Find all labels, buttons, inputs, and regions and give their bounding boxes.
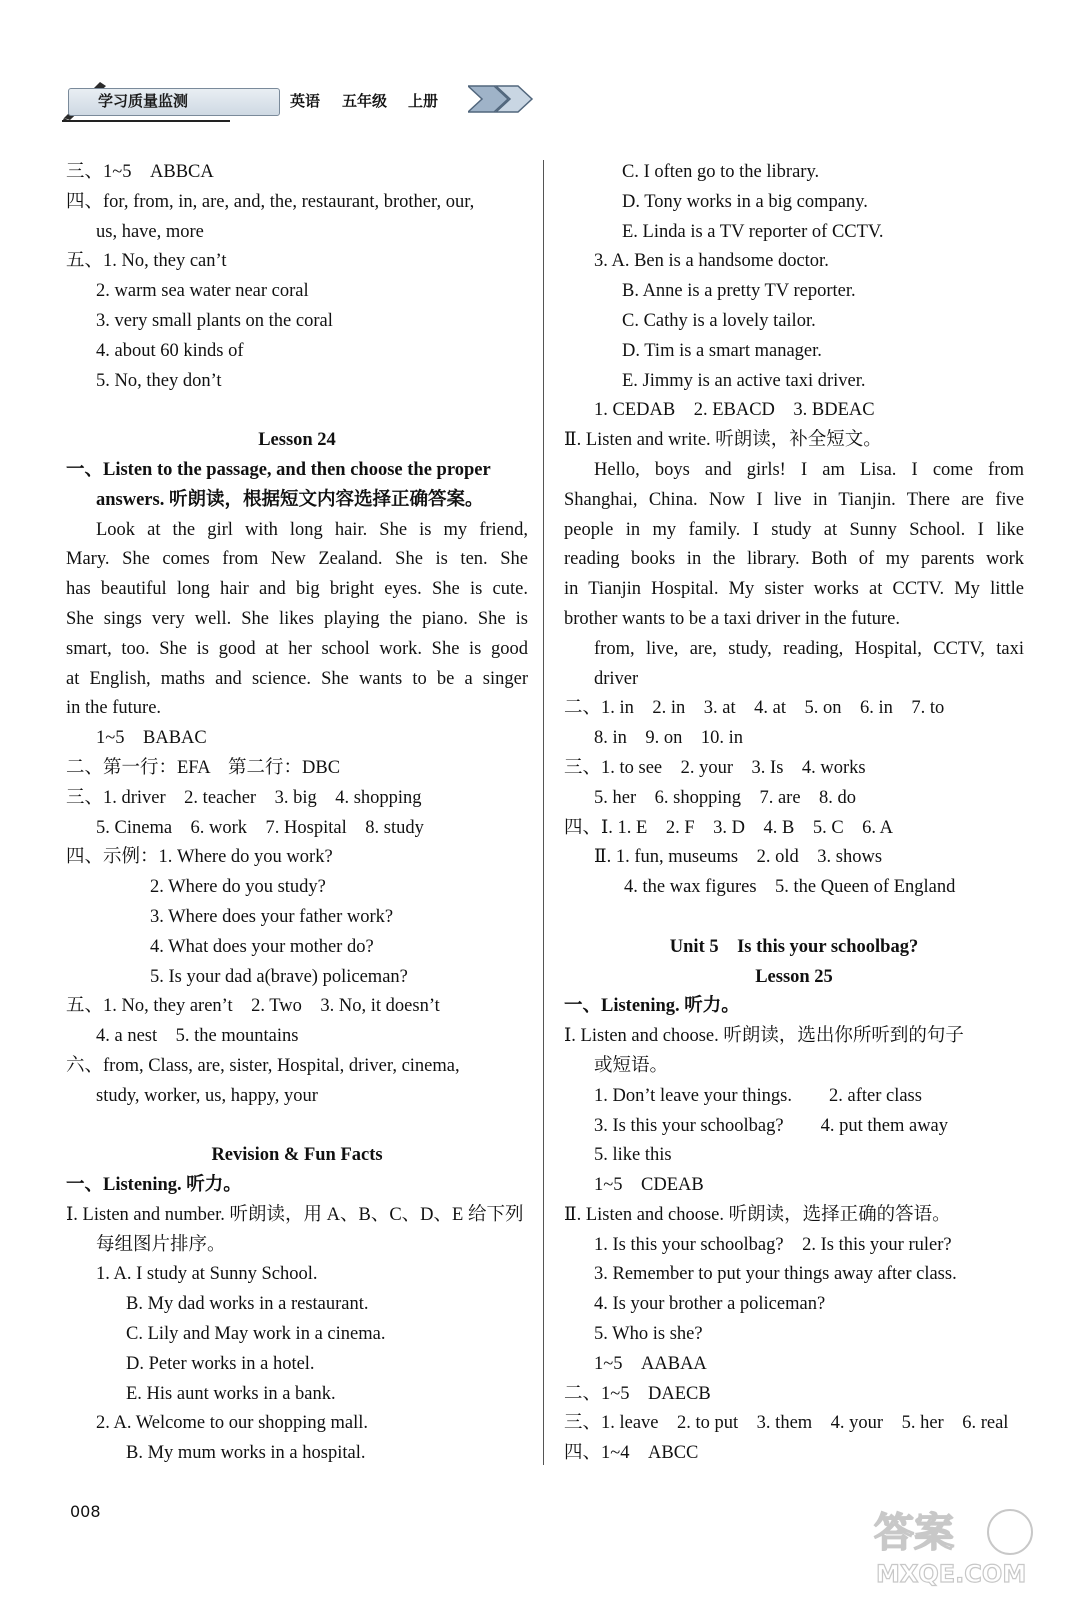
answer-line: at English, maths and science. She wants to be a singer [66, 668, 528, 689]
answer-line: C. Lily and May work in a cinema. [126, 1324, 386, 1345]
answer-line: Ⅱ. Listen and choose. 听朗读，选择正确的答语。 [564, 1204, 951, 1225]
answer-line: Mary. She comes from New Zealand. She is ten. She [66, 549, 528, 570]
answer-line: Ⅰ. Listen and choose. 听朗读，选出你所听到的句子 [564, 1026, 964, 1047]
answer-line: 1~5 CDEAB [594, 1175, 704, 1196]
answer-line: 1. Don’t leave your things. 2. after class [594, 1085, 922, 1106]
svg-text:答案: 答案 [874, 1510, 954, 1556]
answer-line: 二、第一行：EFA 第二行：DBC [66, 757, 341, 778]
answer-line: 五、1. No, they can’t [66, 251, 227, 272]
answer-line: D. Tony works in a big company. [622, 191, 868, 212]
answer-line: B. My dad works in a restaurant. [126, 1294, 369, 1315]
answer-line: 2. warm sea water near coral [96, 281, 309, 302]
answer-line: 三、1~5 ABBCA [66, 162, 214, 182]
answer-line: 二、1. in 2. in 3. at 4. at 5. on 6. in 7. to [564, 698, 945, 719]
answer-line: study, worker, us, happy, your [96, 1085, 318, 1106]
answer-line: 一、Listen to the passage, and then choose the proper [66, 459, 491, 480]
answer-line: Lesson 24 [258, 430, 336, 451]
answer-line: 2. Where do you study? [150, 877, 326, 898]
answer-line: 四、示例：1. Where do you work? [66, 847, 333, 868]
answer-line: 3. Remember to put your things away after class. [594, 1264, 957, 1285]
answer-line: D. Tim is a smart manager. [622, 340, 822, 361]
answer-line: C. I often go to the library. [622, 162, 820, 182]
answer-line: Unit 5 Is this your schoolbag? [669, 936, 919, 957]
answer-line: from, live, are, study, reading, Hospital, CCTV, taxi [594, 638, 1024, 659]
answer-line: has beautiful long hair and big bright eyes. She is cute. [66, 579, 528, 600]
page-number: 008 [70, 1502, 101, 1521]
answer-line: 3. A. Ben is a handsome doctor. [594, 251, 829, 272]
answer-line: 3. Is this your schoolbag? 4. put them away [594, 1115, 949, 1136]
term-label: 上册 [408, 92, 439, 110]
answer-line: 四、1~4 ABCC [564, 1443, 699, 1464]
answer-line: 5. No, they don’t [96, 370, 222, 391]
answer-line: 4. about 60 kinds of [96, 340, 244, 361]
answer-line: reading books in the library. Both of my parents work [564, 549, 1024, 570]
subject-label: 英语 [290, 92, 321, 110]
page-header [60, 78, 490, 122]
answer-line: Lesson 25 [755, 966, 833, 987]
answer-line: 5. Cinema 6. work 7. Hospital 8. study [96, 817, 424, 838]
answer-line: 五、1. No, they aren’t 2. Two 3. No, it doesn’t [66, 996, 440, 1017]
grade-label: 五年级 [342, 92, 388, 110]
answer-line: B. Anne is a pretty TV reporter. [622, 281, 856, 302]
left-column [66, 158, 528, 1469]
answer-line: B. My mum works in a hospital. [126, 1443, 366, 1464]
answer-line: Revision & Fun Facts [211, 1145, 383, 1166]
answer-line: E. His aunt works in a bank. [126, 1383, 336, 1404]
answer-line: 4. What does your mother do? [150, 936, 374, 957]
answer-line: 四、Ⅰ. 1. E 2. F 3. D 4. B 5. C 6. A [564, 817, 894, 838]
answer-line: driver [594, 668, 639, 689]
answer-line: answers. 听朗读，根据短文内容选择正确答案。 [96, 489, 484, 510]
answer-line: 2. A. Welcome to our shopping mall. [96, 1413, 369, 1434]
answer-line: 三、1. driver 2. teacher 3. big 4. shopping [66, 787, 422, 808]
answer-line: 5. Is your dad a(brave) policeman? [150, 966, 408, 987]
answer-line: Ⅱ. Listen and write. 听朗读，补全短文。 [564, 430, 882, 451]
answer-line: us, have, more [96, 221, 204, 242]
answer-line: 二、1~5 DAECB [564, 1383, 711, 1404]
answer-line: 3. very small plants on the coral [96, 310, 333, 331]
answer-line: 一、Listening. 听力。 [564, 996, 740, 1017]
book-title: 学习质量监测 [98, 92, 189, 110]
answer-line: 每组图片排序。 [96, 1234, 226, 1255]
answer-line: 1. A. I study at Sunny School. [96, 1264, 318, 1285]
answer-line: 或短语。 [594, 1055, 669, 1076]
header-rule [62, 120, 230, 122]
column-divider [543, 160, 544, 1465]
answer-line: Look at the girl with long hair. She is my friend, [96, 519, 528, 540]
answer-line: Ⅰ. Listen and number. 听朗读，用 A、B、C、D、E 给下列 [66, 1204, 524, 1225]
right-column [564, 158, 1024, 1469]
answer-line: 三、1. to see 2. your 3. Is 4. works [564, 757, 866, 778]
answer-line: 1. Is this your schoolbag? 2. Is this your ruler? [594, 1234, 952, 1255]
answer-line: 4. a nest 5. the mountains [96, 1026, 299, 1047]
watermark-logo [860, 1500, 1040, 1590]
answer-line: Ⅱ. 1. fun, museums 2. old 3. shows [594, 847, 883, 868]
answer-line: 3. Where does your father work? [150, 906, 394, 927]
answer-line: 1~5 AABAA [594, 1353, 707, 1374]
answer-line: smart, too. She is good at her school work. She is good [66, 638, 528, 659]
spacer [66, 396, 528, 426]
answer-line: 5. like this [594, 1145, 672, 1166]
double-chevron-icon [468, 84, 542, 114]
answer-line: 5. her 6. shopping 7. are 8. do [594, 787, 857, 808]
spacer [564, 903, 1024, 933]
answer-line: 1. CEDAB 2. EBACD 3. BDEAC [594, 400, 875, 421]
answer-line: E. Jimmy is an active taxi driver. [622, 370, 866, 391]
svg-text:MXQE.COM: MXQE.COM [876, 1560, 1027, 1588]
answer-line: Hello, boys and girls! I am Lisa. I come from [594, 459, 1024, 480]
answer-line: 4. the wax figures 5. the Queen of England [624, 877, 956, 898]
answer-line: 4. Is your brother a policeman? [594, 1294, 826, 1315]
answer-line: 一、Listening. 听力。 [66, 1175, 242, 1196]
answer-line: 8. in 9. on 10. in [594, 728, 744, 749]
answer-line: D. Peter works in a hotel. [126, 1353, 315, 1374]
answer-line: She sings very well. She likes playing the piano. She is [66, 608, 528, 629]
answer-line: in the future. [66, 698, 162, 719]
answer-line: 四、for, from, in, are, and, the, restaurant, brother, our, [66, 191, 475, 212]
answer-line: 三、1. leave 2. to put 3. them 4. your 5. her 6. real [564, 1413, 1009, 1434]
answer-line: in Tianjin Hospital. My sister works at CCTV. My little [564, 579, 1024, 600]
answer-line: 六、from, Class, are, sister, Hospital, driver, cinema, [66, 1055, 460, 1076]
answer-line: people in my family. I study at Sunny School. I like [564, 519, 1024, 540]
answer-line: Shanghai, China. Now I live in Tianjin. There are five [564, 489, 1024, 510]
answer-line: brother wants to be a taxi driver in the future. [564, 608, 900, 629]
answer-line: 1~5 BABAC [96, 728, 207, 749]
answer-line: C. Cathy is a lovely tailor. [622, 310, 816, 331]
answer-line: E. Linda is a TV reporter of CCTV. [622, 221, 884, 242]
spacer [66, 1112, 528, 1142]
answer-line: 5. Who is she? [594, 1324, 703, 1345]
